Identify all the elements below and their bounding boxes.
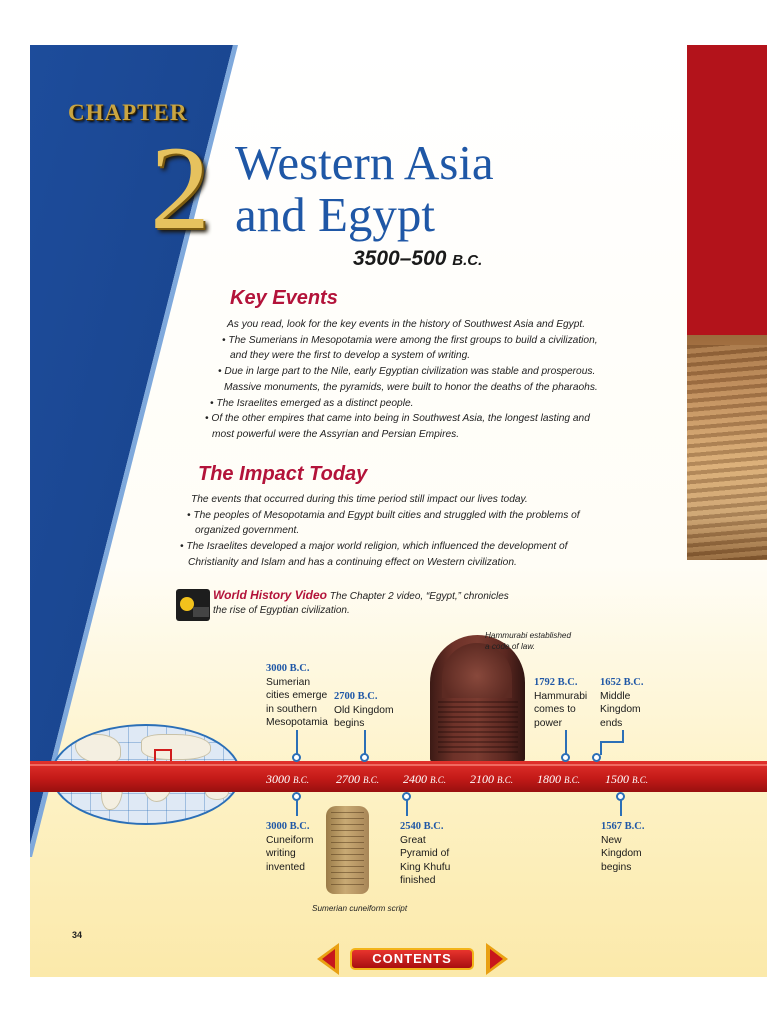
pyramid-photo-strip <box>687 45 767 560</box>
timeline-tick-label <box>605 772 648 787</box>
event-date: 2700 B.C. <box>334 691 378 702</box>
tick-era: B.C. <box>497 775 514 785</box>
timeline-leader <box>296 800 298 816</box>
stele-inscription <box>438 701 518 756</box>
event-line: in southern <box>266 703 317 715</box>
chapter-title-line1: Western Asia <box>235 135 494 190</box>
timeline-leader <box>600 741 624 743</box>
event-line: cities emerge <box>266 690 328 701</box>
event-line: power <box>534 717 563 729</box>
key-events-line: • Due in large part to the Nile, early Egyptian civilization was stable and prosperous. <box>218 366 596 378</box>
key-events-line: and they were the first to develop a system of writing. <box>230 350 471 362</box>
event-line: Cuneiform <box>266 834 314 846</box>
event-date: 1792 B.C. <box>534 677 578 688</box>
tick-year: 2400 <box>403 772 427 786</box>
tick-era: B.C. <box>564 775 581 785</box>
event-line: Great <box>400 834 426 846</box>
event-line: ends <box>600 717 623 729</box>
chapter-number: 2 <box>150 121 210 254</box>
video-text-line2: the rise of Egyptian civilization. <box>213 605 350 616</box>
stele-caption-line1: Hammurabi established <box>485 631 572 640</box>
timeline-node <box>292 753 301 762</box>
impact-line: • The Israelites developed a major world religion, which influenced the development of <box>180 541 568 553</box>
timeline-leader <box>620 800 622 816</box>
key-events-line: most powerful were the Assyrian and Persian Empires. <box>212 428 460 440</box>
tablet-marks <box>331 812 364 888</box>
impact-line: • The peoples of Mesopotamia and Egypt built cities and struggled with the problems of <box>187 509 580 521</box>
world-history-video[interactable] <box>213 588 583 618</box>
key-events-line: • The Israelites emerged as a distinct people. <box>210 397 414 409</box>
timeline-leader <box>406 800 408 816</box>
video-title[interactable]: World History Video <box>213 588 328 602</box>
timeline-node <box>561 753 570 762</box>
page-number: 34 <box>72 930 83 940</box>
tick-year: 2700 <box>336 772 360 786</box>
timeline-event <box>334 690 394 731</box>
event-line: writing <box>266 848 296 859</box>
timeline-event <box>600 676 643 730</box>
stele-caption-line2: a code of law. <box>485 642 536 651</box>
stele-caption <box>485 630 571 652</box>
timeline-event <box>601 820 644 874</box>
timeline-node <box>592 753 601 762</box>
cuneiform-tablet-image <box>326 806 369 894</box>
chapter-date-range <box>353 247 482 271</box>
tick-year: 3000 <box>266 772 290 786</box>
event-line: invented <box>266 861 305 873</box>
impact-today-text <box>180 492 580 571</box>
event-line: begins <box>334 718 365 729</box>
timeline-leader <box>600 741 602 755</box>
timeline-event <box>534 676 587 730</box>
date-range-years: 3500–500 <box>353 247 447 270</box>
timeline-event <box>400 820 450 888</box>
textbook-page <box>30 45 767 977</box>
event-line: Kingdom <box>601 848 642 859</box>
event-line: New <box>601 834 622 846</box>
chapter-title <box>235 137 494 241</box>
event-line: finished <box>400 875 436 886</box>
event-line: begins <box>601 861 632 873</box>
video-text-line1: The Chapter 2 video, “Egypt,” chronicles <box>329 591 509 602</box>
tick-era: B.C. <box>430 775 447 785</box>
chapter-title-line2: and Egypt <box>235 187 436 242</box>
video-camera-icon[interactable] <box>176 589 210 621</box>
impact-line: The events that occurred during this time period still impact our lives today. <box>191 494 528 505</box>
timeline-node <box>360 753 369 762</box>
timeline-tick-label <box>470 772 513 787</box>
date-range-era: B.C. <box>452 252 483 269</box>
next-page-arrow-icon[interactable] <box>486 943 508 975</box>
event-date: 3000 B.C. <box>266 663 310 674</box>
timeline-tick-label <box>266 772 309 787</box>
tablet-caption: Sumerian cuneiform script <box>312 904 408 913</box>
impact-today-heading: The Impact Today <box>198 463 368 485</box>
hammurabi-stele-image <box>430 635 525 762</box>
event-line: comes to <box>534 704 576 715</box>
tick-year: 2100 <box>470 772 494 786</box>
key-events-line: Massive monuments, the pyramids, were built to honor the deaths of the pharaohs. <box>224 381 598 393</box>
key-events-text <box>202 317 598 443</box>
chapter-label: CHAPTER <box>68 100 188 125</box>
event-line: Sumerian <box>266 676 311 688</box>
timeline-tick-label <box>537 772 580 787</box>
event-line: Middle <box>600 690 631 702</box>
key-events-line: • The Sumerians in Mesopotamia were among the first groups to build a civilization, <box>222 334 598 346</box>
timeline-tick-label <box>336 772 379 787</box>
timeline-event <box>266 820 314 874</box>
tick-era: B.C. <box>632 775 649 785</box>
timeline-bar <box>30 761 767 792</box>
event-line: Mesopotamia <box>266 717 328 728</box>
tick-era: B.C. <box>293 775 310 785</box>
key-events-line: • Of the other empires that came into being in Southwest Asia, the longest lasting and <box>205 413 590 425</box>
key-events-line: As you read, look for the key events in the history of Southwest Asia and Egypt. <box>227 319 586 330</box>
key-events-heading: Key Events <box>230 287 338 309</box>
event-line: King Khufu <box>400 861 451 873</box>
event-date: 3000 B.C. <box>266 821 310 832</box>
contents-button[interactable]: CONTENTS <box>350 948 474 970</box>
previous-page-arrow-icon[interactable] <box>317 943 339 975</box>
tick-year: 1800 <box>537 772 561 786</box>
tick-year: 1500 <box>605 772 629 786</box>
map-land-eurasia <box>141 734 211 760</box>
timeline-tick-label <box>403 772 446 787</box>
event-date: 1652 B.C. <box>600 677 644 688</box>
event-line: Hammurabi <box>534 690 588 702</box>
impact-line: Christianity and Islam and has a continuing effect on Western civilization. <box>188 556 517 568</box>
timeline-event <box>266 662 328 730</box>
impact-line: organized government. <box>195 525 300 537</box>
pyramid-image <box>687 345 767 560</box>
event-date: 1567 B.C. <box>601 821 645 832</box>
event-line: Kingdom <box>600 704 641 715</box>
tick-era: B.C. <box>363 775 380 785</box>
event-line: Old Kingdom <box>334 704 394 716</box>
event-date: 2540 B.C. <box>400 821 444 832</box>
event-line: Pyramid of <box>400 848 450 859</box>
